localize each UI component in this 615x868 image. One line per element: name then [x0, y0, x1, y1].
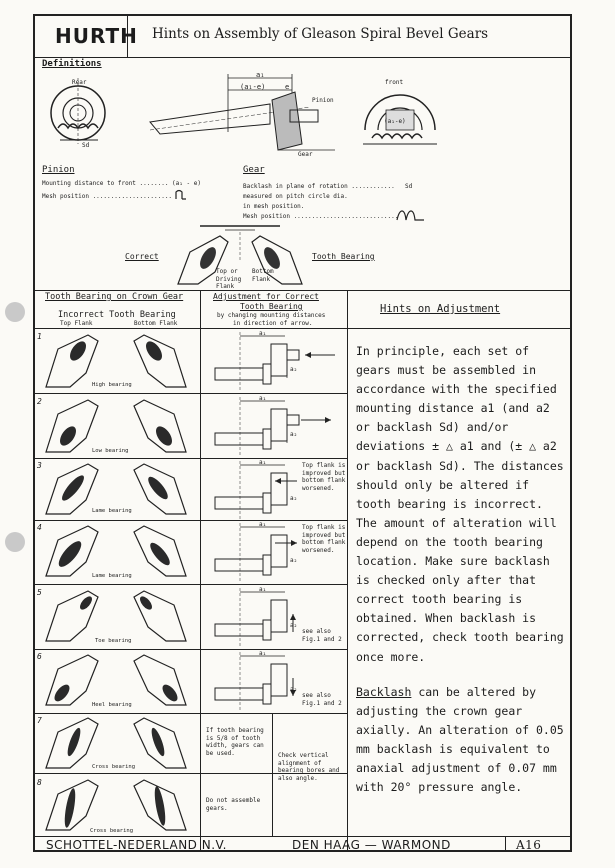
a1-minus-e-label: (a₁-e) [240, 83, 266, 91]
col1-header: Tooth Bearing on Crown Gear [45, 292, 184, 302]
adjustment-diagram [205, 395, 345, 455]
bearing-label: Cross bearing [90, 828, 134, 834]
adjustment-diagram [205, 459, 300, 519]
bottom-flank-label: Bottom Flank [252, 268, 274, 283]
a1-mark: a₁ [259, 330, 267, 337]
adjustment-diagram [205, 330, 345, 390]
a2-mark: a₂ [290, 557, 298, 564]
bearing-label: Toe bearing [95, 638, 132, 644]
row-number: 2 [37, 397, 42, 406]
col1-subheader: Incorrect Tooth Bearing [58, 310, 176, 320]
gear-mesh-position: Mesh position ............................. [243, 213, 399, 220]
bearing-label: Cross bearing [92, 764, 136, 770]
front-label: front [385, 79, 404, 86]
hurth-logo: HURTH [55, 24, 138, 48]
correct-label: Correct [125, 252, 159, 261]
bottom-flank-header: Bottom Flank [134, 320, 178, 327]
col2-sub-2: in direction of arrow. [233, 320, 313, 327]
rear-view-diagram [40, 78, 120, 153]
bearing-label: High bearing [92, 382, 132, 388]
col3-header: Hints on Adjustment [380, 303, 501, 315]
a1-mark: a₁ [259, 586, 267, 593]
adjustment-note: Top flank is improved but bottom flank worsened. [302, 462, 346, 492]
gear-in-mesh: in mesh position. [243, 203, 305, 210]
punch-hole-top [5, 302, 25, 322]
top-flank-label: Top Flank [60, 320, 93, 327]
col2-sub-1: by changing mounting distances [217, 312, 326, 319]
front-view-diagram [360, 82, 440, 152]
punch-hole-bottom [5, 532, 25, 552]
adjustment-diagram [205, 650, 300, 710]
backlash-word: Backlash [356, 685, 412, 699]
hints-paragraph-2 [356, 683, 566, 798]
hints-paragraph-1: In principle, each set of gears must be assembled in accordance with the specified mounting distance a1 (and a2 or backlash Sd) and/or deviations ± △ a1 and (± △ a2 or backlash Sd). The distances should only be altered if tooth bearing is incorrect. The amount of alteration will depend on the tooth bearing location. Make sure backlash is checked only after that correct tooth bearing is obtained. When backlash is corrected, check tooth bearing once more. [356, 344, 564, 664]
front-a1e-label: (a₁-e) [384, 118, 406, 125]
bearing-label: Lame bearing [92, 573, 132, 579]
pinion-heading: Pinion [42, 165, 75, 175]
a1-label: a₁ [256, 71, 265, 79]
a1-mark: a₁ [259, 650, 267, 657]
bearing-label: Lame bearing [92, 508, 132, 514]
adjustment-note: Top flank is improved but bottom flank worsened. [302, 524, 346, 554]
gear-label: Gear [298, 151, 313, 158]
page-title: Hints on Assembly of Gleason Spiral Bevel Gears [152, 26, 489, 42]
a2-mark: a₂ [290, 431, 298, 438]
row-number: 3 [37, 461, 42, 470]
a2-mark: a₂ [290, 495, 298, 502]
top-driving-flank-label: Top or Driving Flank [216, 268, 242, 290]
rear-label: Rear [72, 79, 87, 86]
footer-company: SCHOTTEL-NEDERLAND N.V. [46, 838, 227, 852]
a2-mark: a₂ [290, 686, 298, 693]
adjustment-diagram [205, 521, 300, 581]
a1-mark: a₁ [259, 521, 267, 528]
bearing-label: Low bearing [92, 448, 129, 454]
pinion-mesh-position: Mesh position ...................... [42, 193, 173, 200]
pinion-mesh-icon [175, 189, 189, 201]
gear-backlash-value: Sd [405, 183, 413, 190]
page-code: A16 [516, 838, 542, 852]
row7-note: If tooth bearing is 5/8 of tooth width, gears can be used. [206, 727, 264, 757]
hints-paragraph-2-text: can be altered by adjusting the crown gear axially. An alteration of 0.05 mm backlash is equivalent to anaxial adjustment of 0.07 mm with 20° pressure angle. [356, 685, 564, 795]
footer-location: DEN HAAG — WARMOND [292, 838, 451, 852]
a1-mark: a₁ [259, 395, 267, 402]
row7-check-note: Check vertical alignment of bearing bores and also angle. [278, 752, 340, 782]
e-label: e [285, 83, 290, 91]
pinion-label: Pinion [312, 97, 334, 104]
adjustment-note: see also Fig.1 and 2 [302, 692, 342, 707]
gear-backlash: Backlash in plane of rotation ............ [243, 183, 395, 190]
row-number: 4 [37, 523, 42, 532]
bearing-label: Heel bearing [92, 702, 132, 708]
a2-mark: a₂ [290, 366, 298, 373]
bearing-pair-diagram [40, 780, 200, 834]
gear-heading: Gear [243, 165, 265, 175]
row-number: 6 [37, 652, 42, 661]
col2-header-2: Tooth Bearing [240, 302, 303, 311]
adjustment-note: see also Fig.1 and 2 [302, 628, 342, 643]
a1-mark: a₁ [259, 459, 267, 466]
gear-mesh-icon [396, 208, 426, 222]
a2-mark: a₂ [290, 622, 298, 629]
sd-label: Sd [82, 142, 90, 149]
definitions-heading: Definitions [42, 59, 102, 69]
col2-header-1: Adjustment for Correct [213, 292, 319, 301]
row-number: 8 [37, 778, 42, 787]
gear-measured: measured on pitch circle dia. [243, 193, 348, 200]
tooth-bearing-label: Tooth Bearing [312, 252, 375, 261]
row8-note: Do not assemble gears. [206, 797, 261, 812]
pinion-mounting-distance: Mounting distance to front ........ (a₁ - e) [42, 180, 201, 187]
row-number: 1 [37, 332, 42, 341]
row-number: 7 [37, 716, 42, 725]
adjustment-diagram [205, 586, 300, 646]
row-number: 5 [37, 588, 42, 597]
